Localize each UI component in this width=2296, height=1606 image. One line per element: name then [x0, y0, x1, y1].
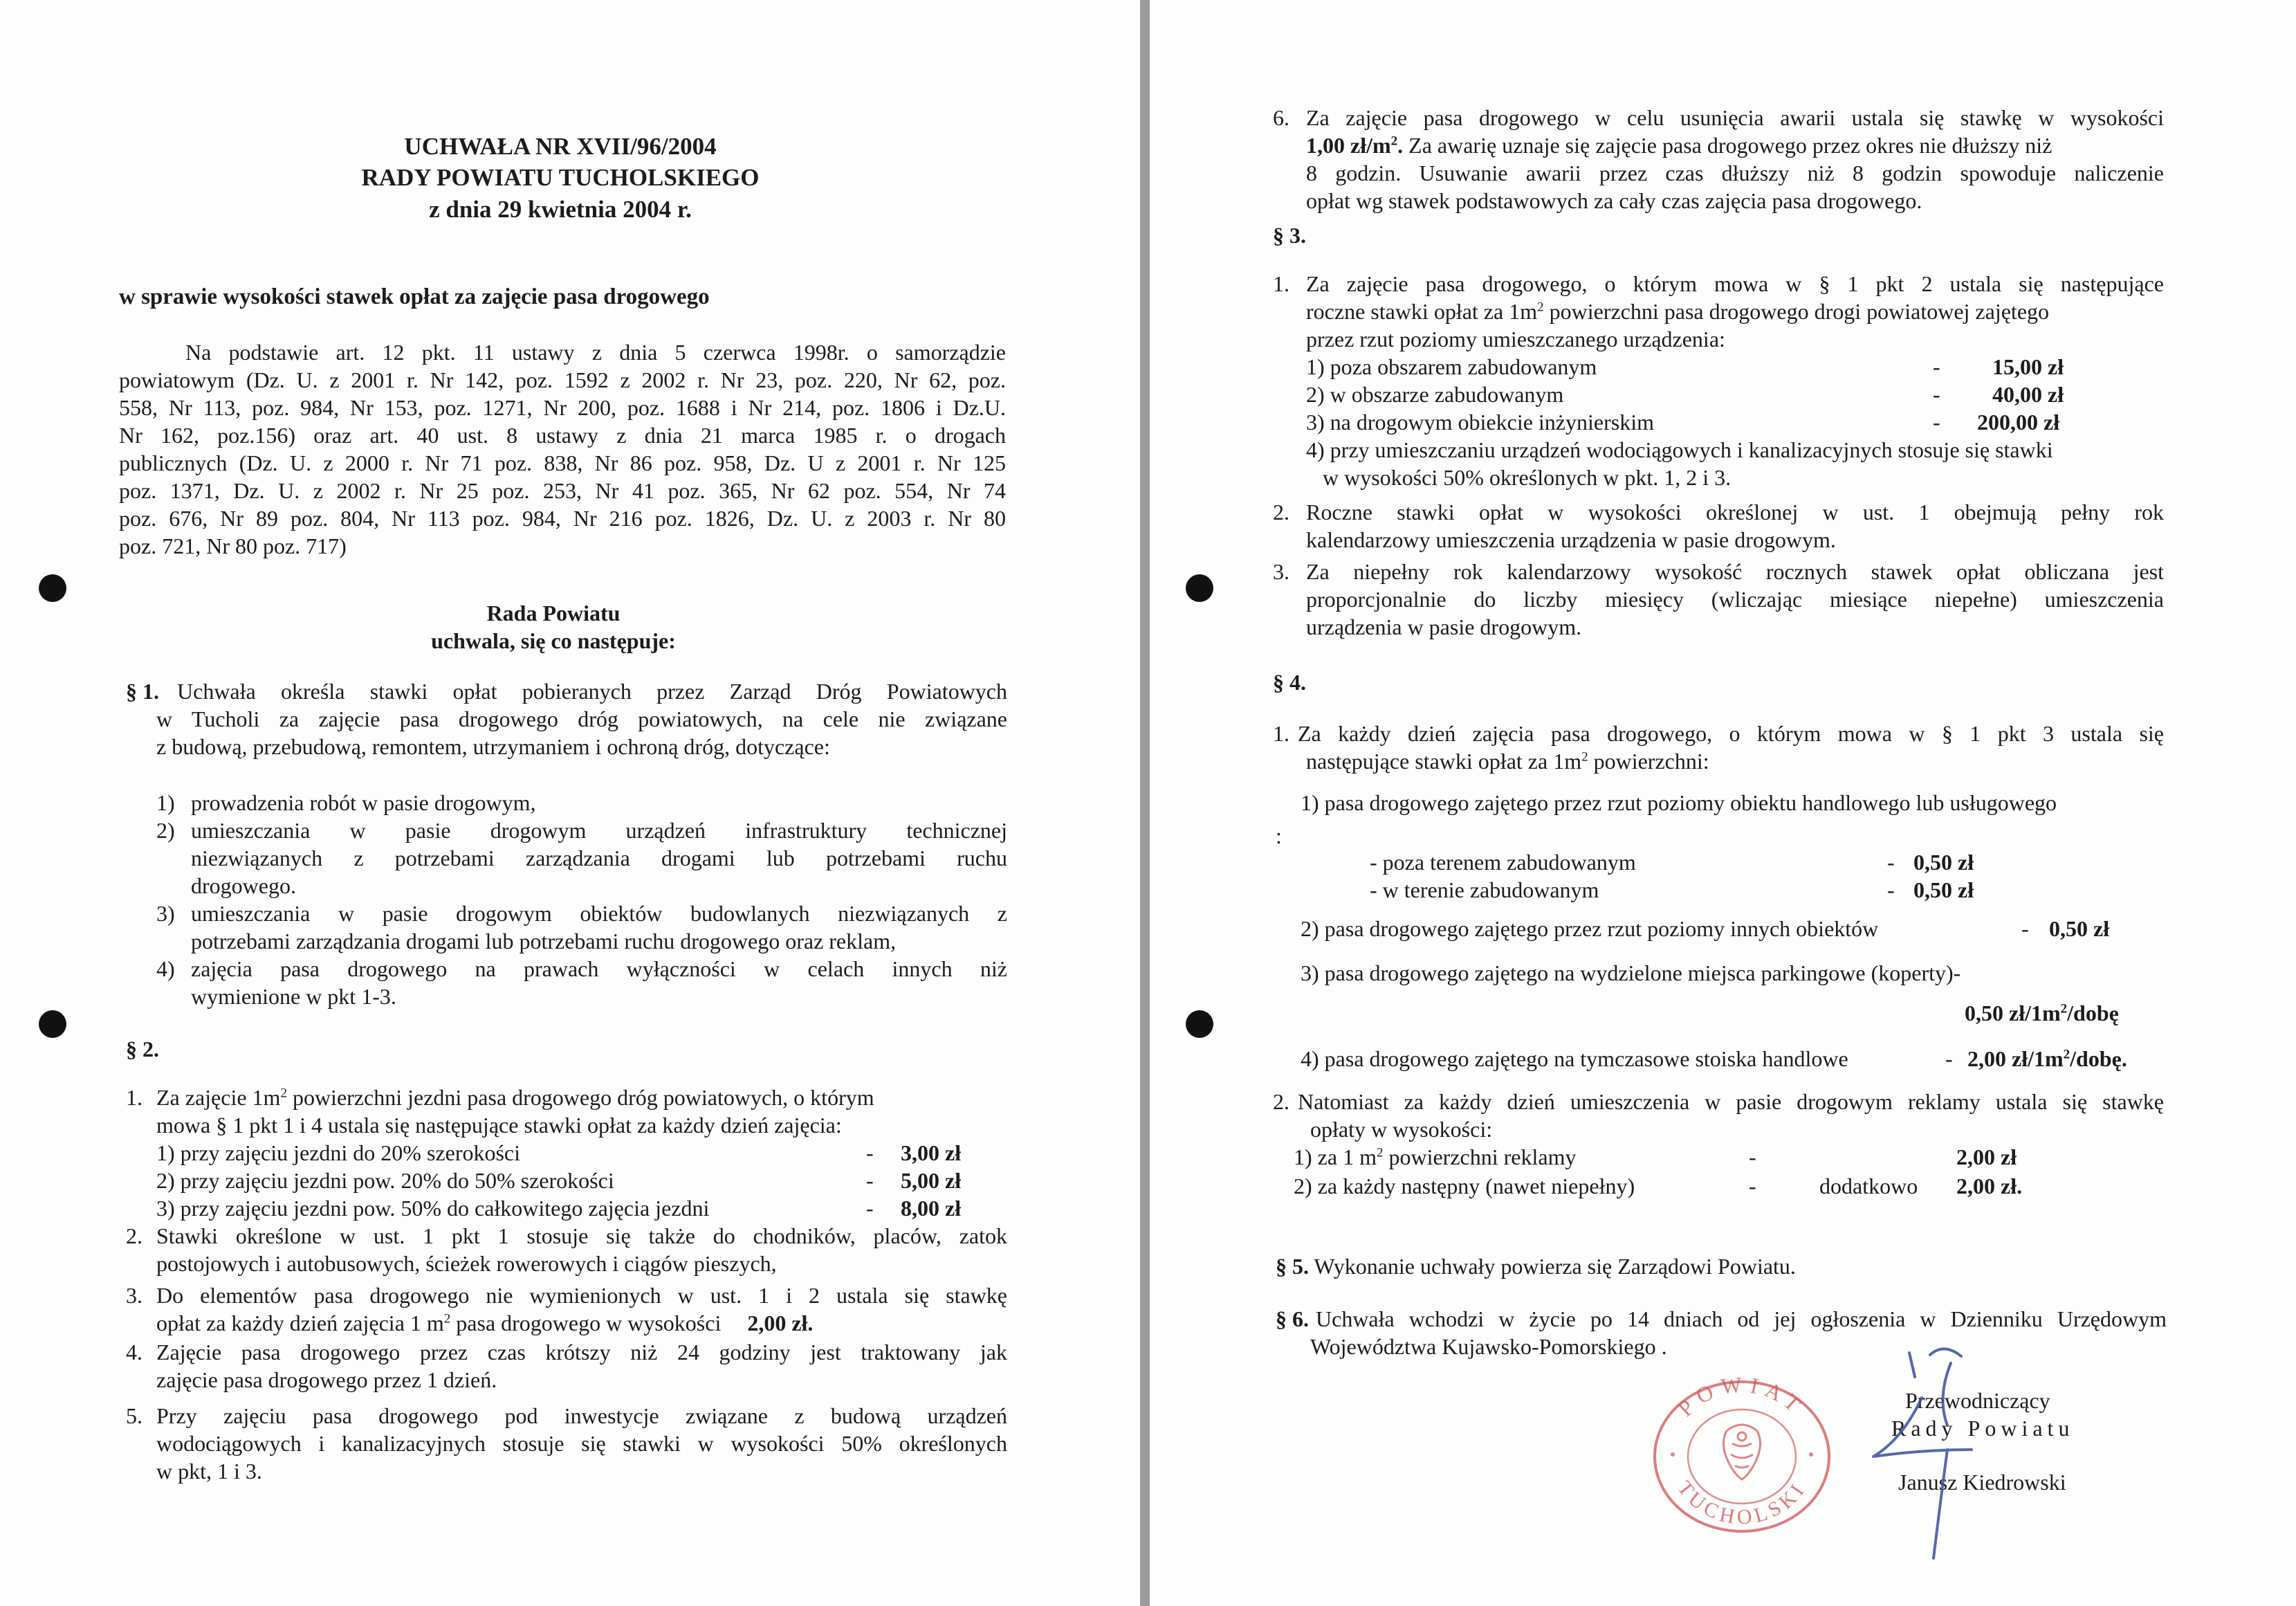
signatory-body: Rady Powiatu — [1891, 1416, 2075, 1441]
paragraph-number: 3. — [1273, 559, 1289, 584]
paragraph-line: w pkt, 1 i 3. — [156, 1459, 262, 1484]
resolution-subject: w sprawie wysokości stawek opłat za zajęcie pasa drogowego — [119, 284, 710, 309]
rate-amount: 0,50 zł — [2049, 916, 2110, 941]
list-item-text: zajęcia pasa drogowego na prawach wyłączności w celach innych niż — [191, 956, 1007, 981]
signatory-name: Janusz Kiedrowski — [1898, 1470, 2066, 1495]
section-1-mark: § 1. — [126, 679, 159, 704]
rate-label: 3) przy zajęciu jezdni pow. 50% do całkowitego zajęcia jezdni — [156, 1196, 710, 1221]
list-item-text: umieszczania w pasie drogowym obiektów budowlanych niezwiązanych z — [191, 901, 1007, 926]
resolution-number: UCHWAŁA NR XVII/96/2004 — [404, 133, 717, 160]
paragraph-line: następujące stawki opłat za $1m^2$ powierzchni: — [1306, 749, 1709, 774]
rate-extra: dodatkowo — [1819, 1174, 1918, 1198]
list-item-number: 3) — [156, 901, 175, 926]
legal-basis-line: poz. 676, Nr 89 poz. 804, Nr 113 poz. 984, Nr 216 poz. 1826, Dz. U. z 2003 r. Nr 80 — [119, 506, 1006, 531]
section-5-mark: § 5. — [1276, 1254, 1309, 1279]
punch-hole — [39, 1010, 66, 1038]
list-item-number: 2) — [156, 818, 175, 843]
council-heading: Rada Powiatu — [486, 601, 621, 626]
punch-hole — [39, 574, 66, 602]
signatory-role: Przewodniczący — [1905, 1388, 2050, 1413]
rate-amount: 5,00 zł — [901, 1168, 962, 1193]
rate-label: 1) przy zajęciu jezdni do 20% szerokości — [156, 1140, 521, 1165]
list-item-number: 4) — [156, 956, 175, 981]
rate-label: 1) za 1 $m^2$ powierzchni reklamy — [1294, 1144, 1577, 1169]
paragraph-line: opłat wg stawek podstawowych za cały czas zajęcia pasa drogowego. — [1306, 188, 1922, 213]
rate-label: 2) pasa drogowego zajętego przez rzut poziomy innych obiektów — [1301, 916, 1879, 941]
rate-amount: 2,00 zł. — [747, 1311, 814, 1335]
paragraph-number: 2. — [126, 1223, 143, 1248]
section-6 — [1276, 1305, 2167, 1333]
signature-stroke — [1943, 1363, 1951, 1425]
official-stamp — [1645, 1377, 1839, 1536]
rate-dash: - — [2021, 916, 2029, 941]
list-item-text: umieszczania w pasie drogowym urządzeń infrastruktury technicznej — [191, 818, 1007, 843]
rate-dash: - — [866, 1140, 874, 1165]
punch-hole — [1186, 574, 1213, 602]
right-page — [1150, 0, 2296, 1606]
rate-dash: - — [1749, 1144, 1756, 1169]
paragraph-line: w wysokości 50% określonych w pkt. 1, 2 i 3. — [1323, 465, 1732, 490]
list-item-text: niezwiązanych z potrzebami zarządzania drogami lub potrzebami ruchu — [191, 846, 1007, 870]
section-5-text: Wykonanie uchwały powierza się Zarządowi Powiatu. — [1314, 1254, 1796, 1279]
paragraph-line: Za każdy dzień zajęcia pasa drogowego, o którym mowa w § 1 pkt 3 ustala się — [1298, 721, 2164, 746]
section-1-text: Uchwała określa stawki opłat pobieranych przez Zarząd Dróg Powiatowych — [177, 679, 1007, 704]
paragraph-number: 3. — [126, 1283, 143, 1308]
rate-label: 1) poza obszarem zabudowanym — [1306, 354, 1597, 379]
rate-amount: 8,00 zł — [901, 1196, 962, 1221]
paragraph-line: urządzenia w pasie drogowym. — [1306, 614, 1582, 639]
paragraph-line: Za zajęcie pasa drogowego w celu usunięcia awarii ustala się stawkę w wysokości — [1306, 105, 2164, 130]
paragraph-line: mowa § 1 pkt 1 i 4 ustala się następujące stawki opłat za każdy dzień zajęcia: — [156, 1113, 842, 1138]
rate-amount: 2,00 $zł/1m^2$/dobę. — [1967, 1046, 2127, 1071]
colon: : — [1276, 823, 1282, 848]
section-6-mark: § 6. — [1276, 1306, 1309, 1331]
rate-amount: 15,00 zł — [1992, 354, 2064, 379]
paragraph-line — [156, 1084, 1007, 1111]
stamp-star-icon — [1671, 1452, 1675, 1457]
section-6-text: Województwa Kujawsko-Pomorskiego . — [1310, 1334, 1667, 1359]
rate-label: - poza terenem zabudowanym — [1370, 850, 1636, 875]
rate-amount: 0,50 zł — [1913, 877, 1974, 902]
legal-basis-line: Nr 162, poz.156) oraz art. 40 ust. 8 ustawy z dnia 21 marca 1985 r. o drogach — [119, 423, 1006, 448]
paragraph-number: 1. — [126, 1085, 143, 1110]
section-6-text: Uchwała wchodzi w życie po 14 dniach od jej ogłoszenia w Dzienniku Urzędowym — [1316, 1306, 2167, 1331]
paragraph-line: proporcjonalnie do liczby miesięcy (wliczając miesiące niepełne) umieszczenia — [1306, 587, 2164, 612]
list-item-text: prowadzenia robót w pasie drogowym, — [191, 790, 536, 815]
paragraph-line: kalendarzowy umieszczenia urządzenia w pasie drogowym. — [1306, 527, 1836, 552]
paragraph-line: 4) przy umieszczaniu urządzeń wodociągowych i kanalizacyjnych stosuje się stawki — [1306, 437, 2053, 462]
paragraph-line: zajęcie pasa drogowego przez 1 dzień. — [156, 1367, 497, 1392]
rate-dash: - — [1887, 850, 1895, 875]
list-item-text: wymienione w pkt 1-3. — [191, 984, 396, 1009]
signature-stroke — [1934, 1450, 1947, 1558]
paragraph-line: Przy zajęciu pasa drogowego pod inwestycje związane z budową urządzeń — [156, 1403, 1007, 1428]
paragraph-line: Natomiast za każdy dzień umieszczenia w pasie drogowym reklamy ustala się stawkę — [1298, 1089, 2164, 1114]
paragraph-line: Za niepełny rok kalendarzowy wysokość rocznych stawek opłat obliczana jest — [1306, 559, 2164, 584]
rate-label: 3) na drogowym obiekcie inżynierskim — [1306, 410, 1654, 435]
paragraph-line: przez rzut poziomy umieszczanego urządzenia: — [1306, 327, 1725, 352]
list-item-text: potrzebami zarządzania drogami lub potrzebami ruchu drogowego oraz reklam, — [191, 929, 897, 953]
paragraph-number: 2. — [1273, 500, 1289, 524]
left-page — [0, 0, 1140, 1606]
rate-dash: - — [1933, 382, 1940, 407]
rate-label: 2) w obszarze zabudowanym — [1306, 382, 1564, 407]
rate-amount: 0,50 zł — [1913, 850, 1974, 875]
paragraph-line: roczne stawki opłat za $1m^2$ powierzchni pasa drogowego drogi powiatowej zajętego — [1306, 299, 2050, 324]
paragraph-line: Do elementów pasa drogowego nie wymienionych w ust. 1 i 2 ustala się stawkę — [156, 1283, 1007, 1308]
paragraph-line: Roczne stawki opłat w wysokości określonej w ust. 1 obejmują pełny rok — [1306, 500, 2164, 524]
legal-basis-line: Na podstawie art. 12 pkt. 11 ustawy z dnia 5 czerwca 1998r. o samorządzie — [185, 340, 1006, 365]
rate-amount: 0,50 $zł/1m^2$/dobę — [1965, 1001, 2119, 1025]
paragraph-line: 1,00 $zł/m^2$. Za awarię uznaje się zajęcie pasa drogowego przez okres nie dłuższy niż — [1306, 133, 2052, 158]
rate-amount: 40,00 zł — [1992, 382, 2064, 407]
council-name: RADY POWIATU TUCHOLSKIEGO — [361, 164, 760, 191]
section-2-mark: § 2. — [126, 1037, 159, 1061]
rate-label: 2) przy zajęciu jezdni pow. 20% do 50% szerokości — [156, 1168, 614, 1193]
signature-stroke — [1873, 1398, 1972, 1457]
signature-stroke — [1909, 1353, 1915, 1377]
rate-label: 3) pasa drogowego zajętego na wydzielone miejsca parkingowe (koperty)- — [1301, 960, 1961, 985]
stamp-top-text: POWIAT — [1673, 1377, 1811, 1421]
rate-amount: 2,00 zł. — [1956, 1174, 2023, 1198]
legal-basis-line: publicznych (Dz. U. z 2000 r. Nr 71 poz. 838, Nr 86 poz. 958, Dz. U z 2001 r. Nr 125 — [119, 450, 1006, 475]
legal-basis-line: poz. 721, Nr 80 poz. 717) — [119, 533, 347, 558]
section-3-mark: § 3. — [1273, 223, 1306, 248]
paragraph-number: 1. — [1273, 721, 1289, 746]
rate-dash: - — [1933, 354, 1940, 379]
legal-basis-line: poz. 1371, Dz. U. z 2002 r. Nr 25 poz. 253, Nr 41 poz. 365, Nr 62 poz. 554, Nr 74 — [119, 478, 1006, 503]
paragraph-line: postojowych i autobusowych, ścieżek rowerowych i ciągów pieszych, — [156, 1251, 777, 1276]
paragraph-number: 6. — [1273, 105, 1289, 130]
rate-dash: - — [866, 1168, 874, 1193]
list-item-text: drogowego. — [191, 873, 296, 898]
paragraph-line: Stawki określone w ust. 1 pkt 1 stosuje się także do chodników, placów, zatok — [156, 1223, 1007, 1248]
rate-amount: 1,00 $zł/m^2$. — [1306, 133, 1404, 158]
rate-amount: 200,00 zł — [1977, 410, 2060, 435]
paragraph-line: opłaty w wysokości: — [1310, 1117, 1493, 1142]
list-item-number: 1) — [156, 790, 175, 815]
rate-amount: 2,00 zł — [1956, 1144, 2017, 1169]
section-1-text: w Tucholi za zajęcie pasa drogowego dróg powiatowych, na cele nie związane — [156, 706, 1007, 731]
resolution-date: z dnia 29 kwietnia 2004 r. — [429, 196, 692, 223]
stamp-inner-ring — [1688, 1409, 1796, 1504]
eagle-emblem-icon — [1723, 1425, 1760, 1479]
section-5 — [1276, 1252, 1796, 1280]
stamp-bottom-text: TUCHOLSKI — [1673, 1477, 1811, 1529]
rate-dash: - — [1749, 1174, 1756, 1198]
paragraph-line: 8 godzin. Usuwanie awarii przez czas dłuższy niż 8 godzin spowoduje naliczenie — [1306, 161, 2164, 185]
rate-label: 2) za każdy następny (nawet niepełny) — [1294, 1174, 1635, 1198]
rate-dash: - — [1933, 410, 1940, 435]
rate-label: - w terenie zabudowanym — [1370, 877, 1599, 902]
paragraph-number: 5. — [126, 1403, 143, 1428]
rate-item: 1) pasa drogowego zajętego przez rzut poziomy obiektu handlowego lub usługowego — [1301, 790, 2057, 815]
stamp-star-icon — [1809, 1452, 1813, 1457]
punch-hole — [1186, 1010, 1213, 1038]
rate-dash: - — [866, 1196, 874, 1221]
council-resolves: uchwala, się co następuje: — [431, 628, 676, 653]
paragraph-line: wodociągowych i kanalizacyjnych stosuje się stawki w wysokości 50% określonych — [156, 1431, 1007, 1456]
legal-basis-line: powiatowym (Dz. U. z 2001 r. Nr 142, poz. 1592 z 2002 r. Nr 23, poz. 220, Nr 62, poz. — [119, 367, 1006, 392]
text-fragment: Za zajęcie $1m^2$ powierzchni jezdni pasa drogowego dróg powiatowych, o którym — [156, 1085, 874, 1110]
handwritten-signature — [1861, 1335, 1999, 1564]
paragraph-line: Za zajęcie pasa drogowego, o którym mowa w § 1 pkt 2 ustala się następujące — [1306, 271, 2164, 296]
paragraph-number: 1. — [1273, 271, 1289, 296]
paragraph-number: 4. — [126, 1340, 143, 1365]
section-1-text: z budową, przebudową, remontem, utrzymaniem i ochroną dróg, dotyczące: — [156, 734, 830, 759]
rate-dash: - — [1945, 1046, 1953, 1071]
paragraph-number: 2. — [1273, 1089, 1289, 1114]
rate-dash: - — [1887, 877, 1895, 902]
paragraph-line: opłat za każdy dzień zajęcia 1 $m^2$ pasa drogowego w wysokości 2,00 zł. — [156, 1311, 814, 1335]
paragraph-line: Zajęcie pasa drogowego przez czas krótszy niż 24 godziny jest traktowany jak — [156, 1340, 1007, 1365]
rate-label: 4) pasa drogowego zajętego na tymczasowe stoiska handlowe — [1301, 1046, 1848, 1071]
legal-basis-line: 558, Nr 113, poz. 984, Nr 153, poz. 1271, Nr 200, poz. 1688 i Nr 214, poz. 1806 i Dz.U. — [119, 395, 1006, 420]
signature-stroke — [1930, 1349, 1961, 1356]
section-4-mark: § 4. — [1273, 670, 1306, 695]
rate-amount: 3,00 zł — [901, 1140, 962, 1165]
